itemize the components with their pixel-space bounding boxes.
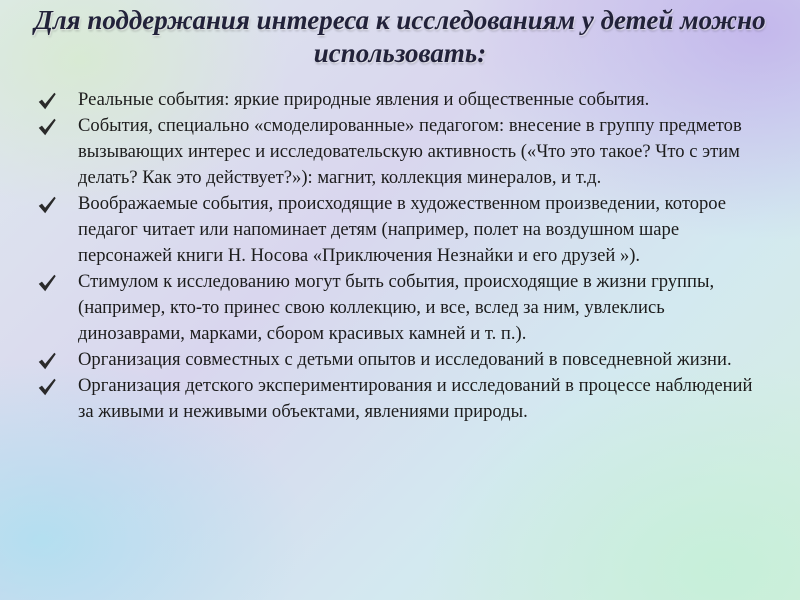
- list-item-text: Стимулом к исследованию могут быть события, происходящие в жизни группы, (например, кто-то принес свою коллекцию, и все, вслед за ним, увлеклись динозаврами, марками, сбором красивых камней и т. п.).: [78, 271, 715, 344]
- bullet-list: [0, 87, 800, 425]
- checkmark-icon: [36, 272, 58, 294]
- checkmark-icon: [36, 194, 58, 216]
- list-item: [0, 373, 800, 425]
- checkmark-icon: [36, 350, 58, 372]
- list-item: [0, 191, 800, 269]
- checkmark-icon: [36, 116, 58, 138]
- checkmark-icon: [36, 90, 58, 112]
- checkmark-icon: [36, 376, 58, 398]
- slide-title: Для поддержания интереса к исследованиям у детей можно использовать:: [34, 5, 766, 68]
- list-item-text: Воображаемые события, происходящие в художественном произведении, которое педагог читает или напоминает детям (например, полет на воздушном шаре персонажей книги Н. Носова «Приключения Незнайки и его друзей »).: [78, 193, 727, 266]
- list-item-text: Реальные события: яркие природные явления и общественные события.: [78, 89, 650, 110]
- list-item-text: События, специально «смоделированные» педагогом: внесение в группу предметов вызывающих интерес и исследовательскую активность («Что это такое? Что с этим делать? Как это действует?»): магнит, коллекция минералов, и т.д.: [78, 115, 742, 188]
- list-item: [0, 269, 800, 347]
- list-item-text: Организация совместных с детьми опытов и исследований в повседневной жизни.: [78, 349, 732, 370]
- list-item-text: Организация детского экспериментирования и исследований в процессе наблюдений за живыми и неживыми объектами, явлениями природы.: [78, 375, 753, 422]
- list-item: [0, 347, 800, 373]
- list-item: [0, 113, 800, 191]
- list-item: [0, 87, 800, 113]
